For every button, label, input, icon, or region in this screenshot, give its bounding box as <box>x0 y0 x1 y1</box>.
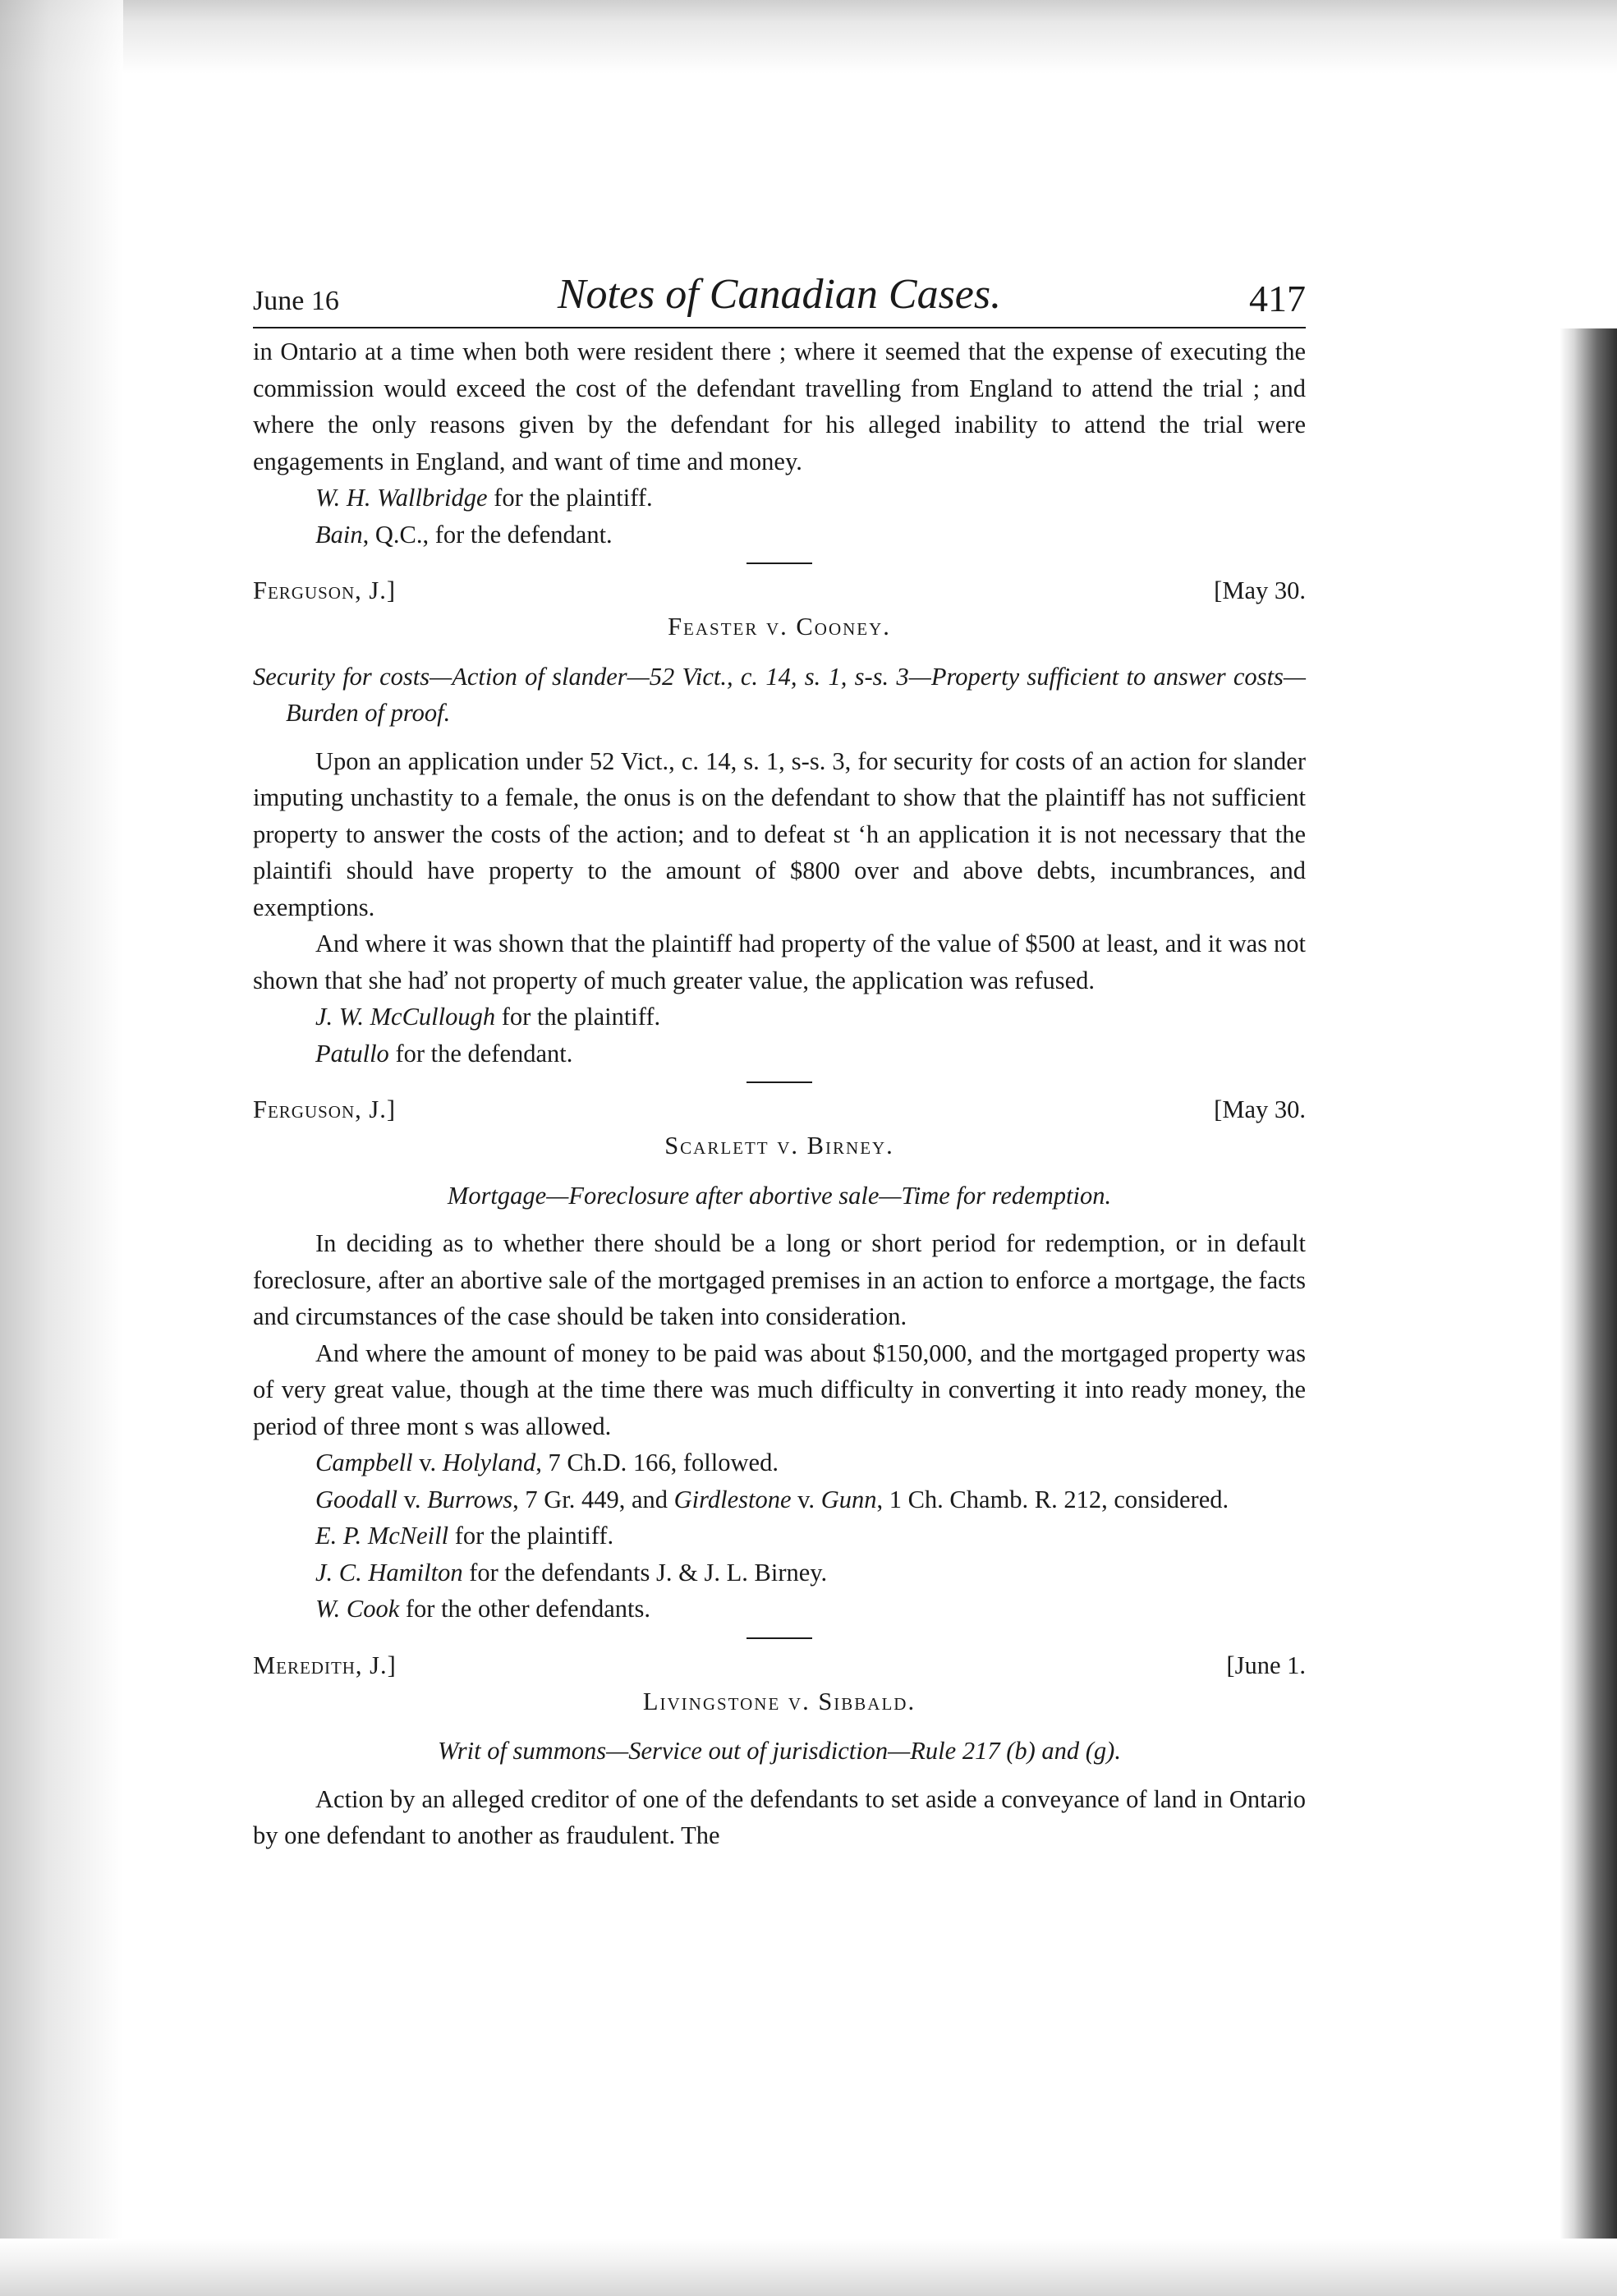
counsel-line: Bain, Q.C., for the defendant. <box>315 520 613 549</box>
judge-name: Ferguson, J.] <box>253 1095 397 1123</box>
counsel-name: Patullo <box>315 1039 389 1068</box>
case-scarlett-v-birney <box>253 1091 1306 1628</box>
counsel-line: J. W. McCullough for the plaintiff. <box>315 1003 661 1031</box>
case-paragraph: In deciding as to whether there should be a long or short period for redemption, or in default foreclosure, after an abortive sale of the mortgaged premises in an action to enforce a mortgage, the facts and circumstances of the case should be taken into consideration. <box>253 1229 1306 1330</box>
decision-date: [May 30. <box>1214 576 1306 604</box>
case-paragraph: And where it was shown that the plaintiff had property of the value of $500 at least, and it was not shown that she haď not property of much greater value, the application was refused. <box>253 930 1306 994</box>
case-paragraph: Action by an alleged creditor of one of the defendants to set aside a conveyance of land in Ontario by one defendant to another as fraudulent. The <box>253 1784 1306 1849</box>
scan-edge-left <box>0 0 123 2296</box>
counsel-name: J. W. McCullough <box>315 1003 496 1031</box>
counsel-line: Patullo for the defendant. <box>315 1039 573 1068</box>
case-feaster-v-cooney <box>253 572 1306 1072</box>
counsel-line: W. H. Wallbridge for the plaintiff. <box>315 484 653 512</box>
running-header <box>253 261 1306 328</box>
case-headnote: Mortgage—Foreclosure after abortive sale—Time for redemption. <box>447 1181 1112 1210</box>
decision-date: [June 1. <box>1226 1651 1306 1679</box>
case-paragraph: Upon an application under 52 Vict., c. 14, s. 1, s-s. 3, for security for costs of an action for slander imputing unchastity to a female, the onus is on the defendant to show that the plaintiff has not sufficient property to answer the costs of the action; and to defeat st ʻh an application it is not necessary that the plaintifi should have property to the amount of $800 over and above debts, incumbrances, and exemptions. <box>253 746 1306 921</box>
counsel-line: W. Cook for the other defendants. <box>315 1595 650 1623</box>
judge-name: Meredith, J.] <box>253 1651 397 1679</box>
case-paragraph: And where the amount of money to be paid was about $150,000, and the mortgaged property was of very great value, though at the time there was much difficulty in converting it into ready money, the period of three mont s was allowed. <box>253 1339 1306 1440</box>
counsel-name: J. C. Hamilton <box>315 1558 463 1587</box>
section-divider <box>746 1637 812 1639</box>
case-livingstone-v-sibbald <box>253 1647 1306 1854</box>
page <box>253 261 1306 1854</box>
case-headnote: Writ of summons—Service out of jurisdiction—Rule 217 (b) and (g). <box>438 1737 1121 1765</box>
scan-edge-top <box>0 0 1617 74</box>
decision-date: [May 30. <box>1214 1095 1306 1123</box>
section-divider <box>746 1081 812 1083</box>
page-number: 417 <box>1249 278 1306 319</box>
counsel-name: W. Cook <box>315 1595 400 1623</box>
header-title: Notes of Canadian Cases. <box>557 271 1002 318</box>
continuation-paragraph: in Ontario at a time when both were resident there ; where it seemed that the expense of executing the commission would exceed the cost of the defendant travelling from England to attend the trial ; and where the only reasons given by the defendant for his alleged inability to attend the trial were engagements in England, and want of time and money. <box>253 338 1306 475</box>
page-content <box>253 333 1306 1854</box>
header-date: June 16 <box>253 286 339 316</box>
case-title: Scarlett v. Birney. <box>664 1132 894 1159</box>
counsel-line: J. C. Hamilton for the defendants J. & J. L. Birney. <box>315 1558 828 1587</box>
case-title: Livingstone v. Sibbald. <box>642 1687 916 1715</box>
citation-line: Campbell v. Holyland, 7 Ch.D. 166, followed. <box>315 1449 779 1476</box>
counsel-name: W. H. Wallbridge <box>315 484 488 512</box>
case-title: Feaster v. Cooney. <box>668 613 891 641</box>
citation-line: Goodall v. Burrows, 7 Gr. 449, and Girdlestone v. Gunn, 1 Ch. Chamb. R. 212, considered. <box>315 1485 1229 1513</box>
section-divider <box>746 563 812 564</box>
scan-edge-right <box>1560 328 1617 2283</box>
counsel-line: E. P. McNeill for the plaintiff. <box>315 1522 614 1550</box>
case-headnote: Security for costs—Action of slander—52 Vict., c. 14, s. 1, s-s. 3—Property sufficient to answer costs—Burden of proof. <box>253 662 1306 727</box>
judge-name: Ferguson, J.] <box>253 576 397 604</box>
counsel-name: E. P. McNeill <box>315 1522 449 1550</box>
counsel-name: Bain <box>315 520 363 549</box>
scan-edge-bottom <box>0 2239 1617 2296</box>
